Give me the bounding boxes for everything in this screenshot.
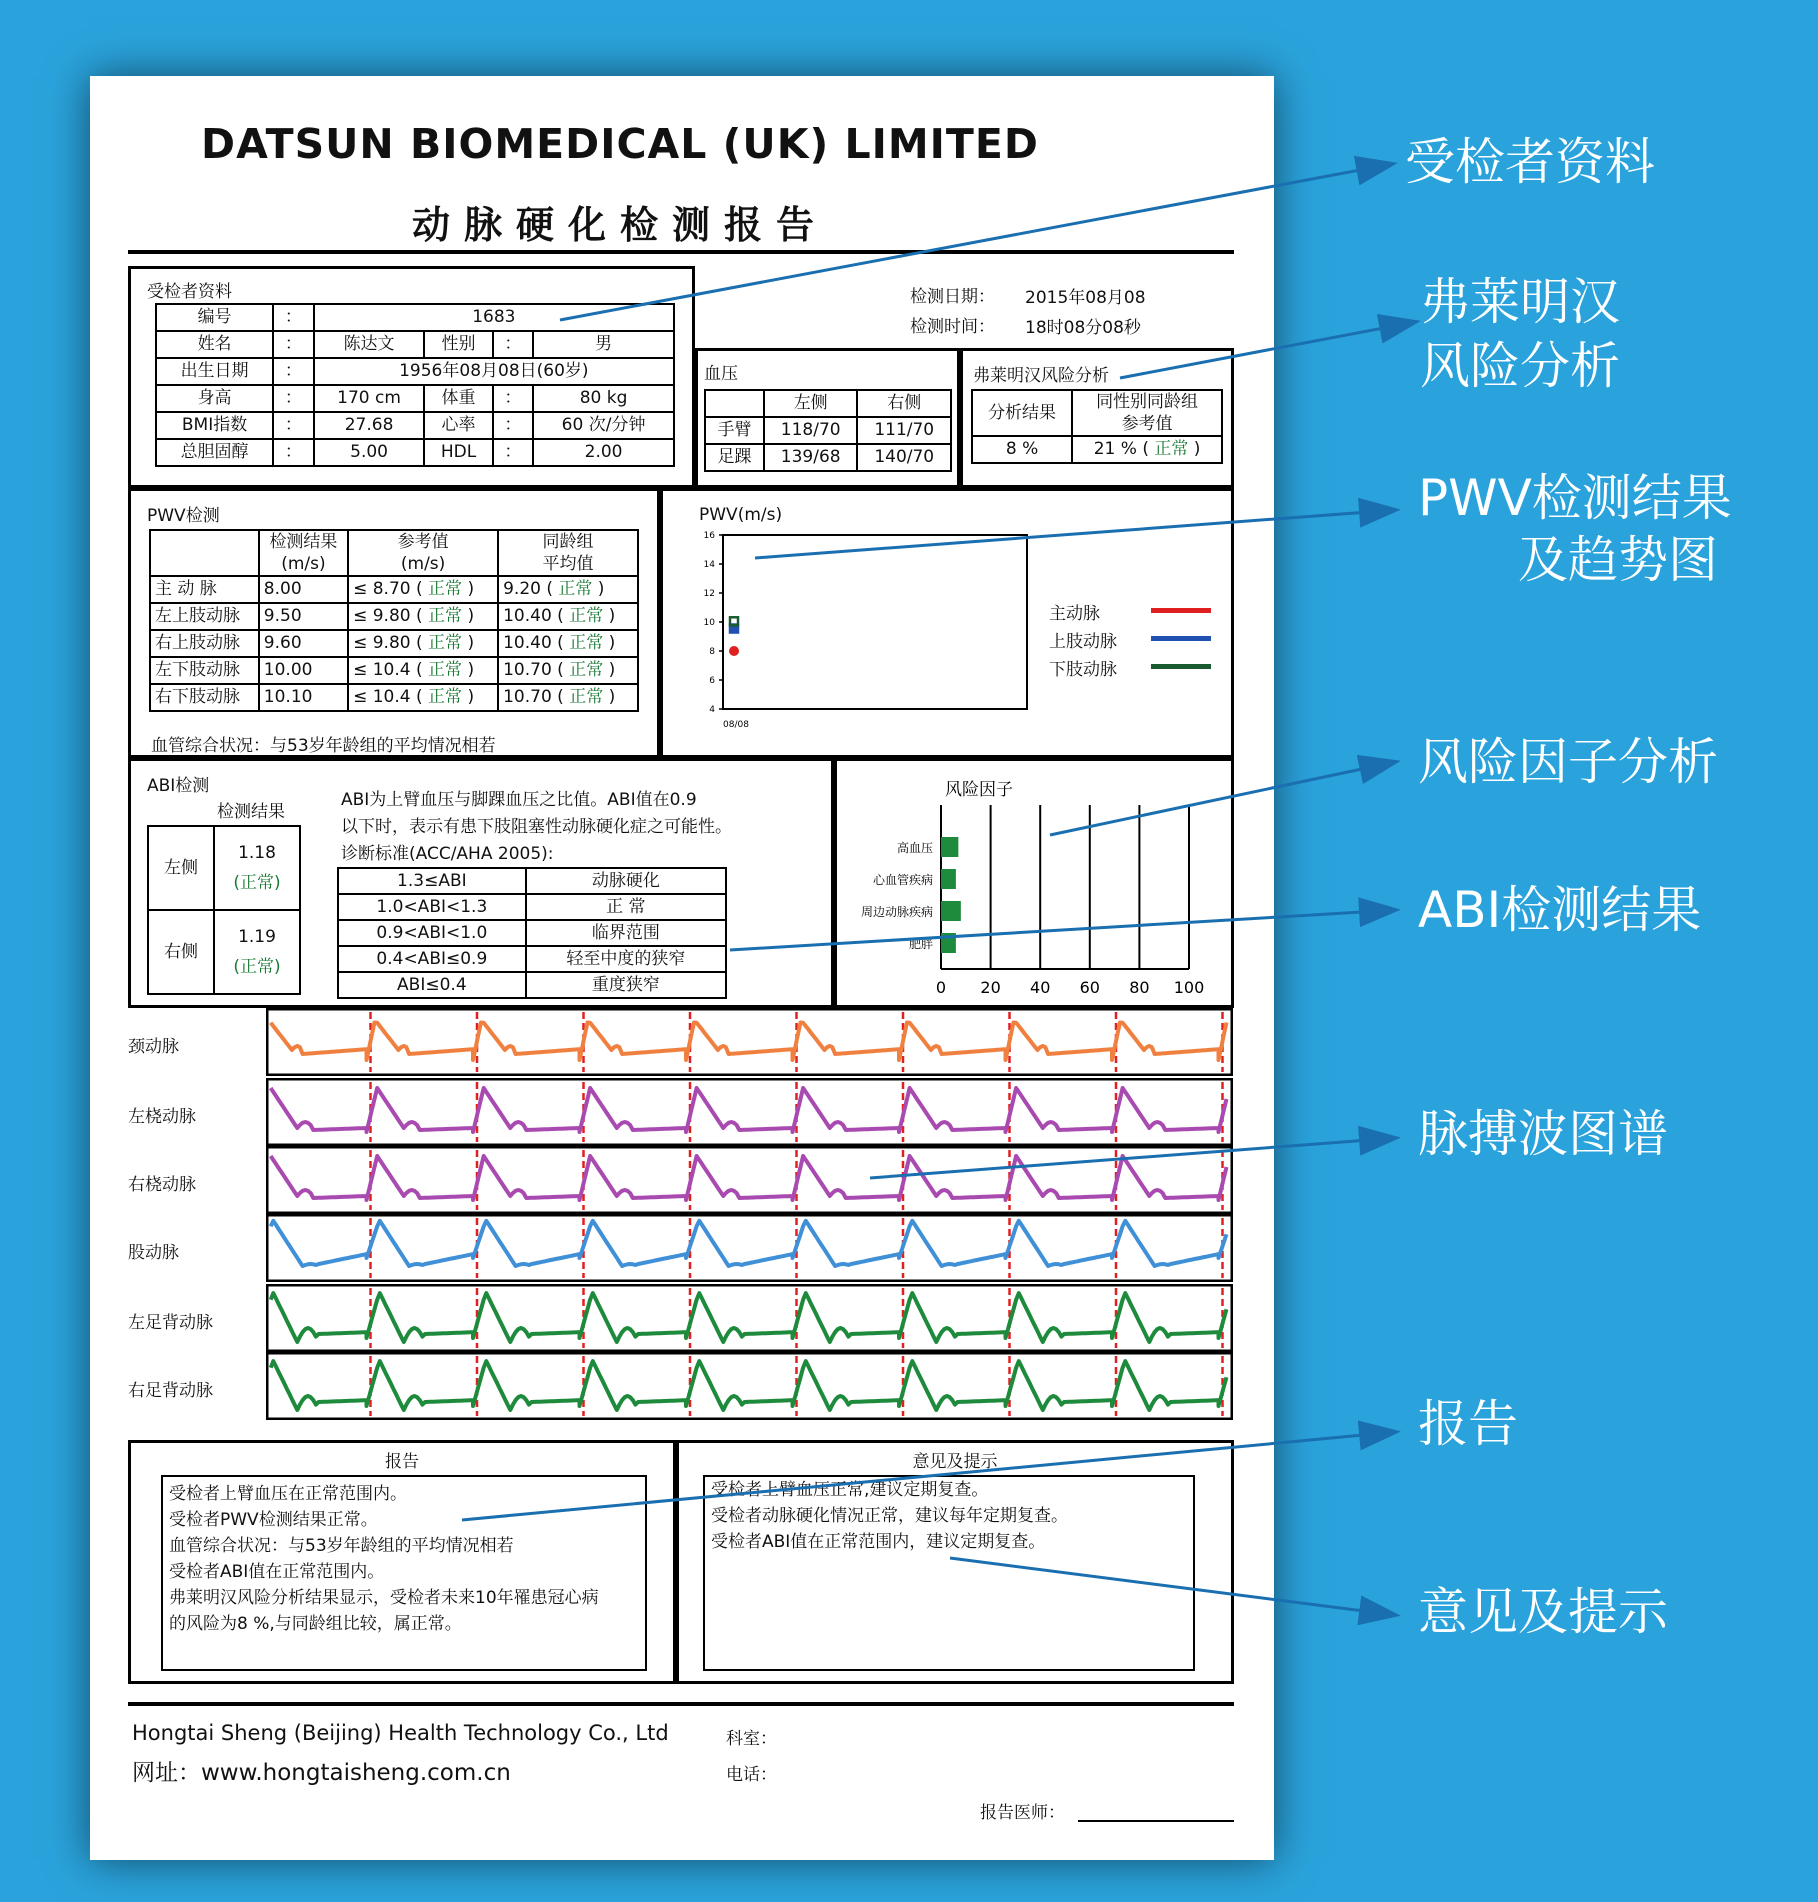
- pwv-section: PWV检测 检测结果 (m/s) 参考值 (m/s) 同龄组 平均值 主 动 脉 8.00 ≤ 8.70 ( 正常 ) 9.20 ( 正常 ) 左上肢动脉 9.50 ≤ 9.80 ( 正常 ) 10.40 ( 正常 ) 右上肢动脉 9.60 ≤ 9.80 ( 正常 ) 10.40 ( 正常 ) 左下肢动脉 10.00 ≤ 10.4 ( 正常 ) 10.70 ( 正常 ) 右下肢动脉 10.10 ≤ 10.4 ( 正常 ) 10.70 ( 正常 ) 血管综合状况：与53岁年龄组的平均情况相若: [128, 488, 660, 758]
- hdl-value: 2.00: [533, 439, 674, 466]
- wave-label: 右桡动脉: [128, 1175, 196, 1195]
- annot-patient: 受检者资料: [1405, 133, 1655, 191]
- framingham-result: 8 %: [972, 436, 1072, 463]
- company-header: DATSUN BIOMEDICAL (UK) LIMITED: [201, 120, 1039, 168]
- hr-value: 60: [561, 415, 584, 435]
- wave-label: 左桡动脉: [128, 1107, 196, 1127]
- legend-upper: 上肢动脉: [1049, 632, 1117, 652]
- ankle-right-bp: 140/70: [857, 444, 951, 471]
- risk-x-tick-label: 20: [980, 978, 1001, 997]
- risk-x-tick-label: 80: [1129, 978, 1150, 997]
- risk-category-label: 肥胖: [908, 937, 933, 951]
- risk-x-tick-label: 40: [1030, 978, 1051, 997]
- arm-right-bp: 111/70: [857, 417, 951, 444]
- risk-chart-title: 风险因子: [945, 780, 1013, 800]
- patient-table: 编号 ： 1683 姓名 ： 陈达文 性别 ： 男 出生日期 ： 1956年08月08日(60岁) 身高 ： 170 cm 体重 ： 80 kg BMI指数 ： 27.68 心率 ： 60 次/分钟 总胆固醇 ： 5.00 HDL ： 2.00: [155, 303, 675, 467]
- abi-criteria-row: 0.4<ABI≤0.9 轻至中度的狭窄: [338, 946, 726, 972]
- arrow-patient: [560, 164, 1392, 320]
- bmi-value: 27.68: [314, 412, 425, 439]
- id-value: 1683: [314, 304, 674, 331]
- risk-x-tick-label: 100: [1173, 978, 1205, 997]
- pwv-summary: 血管综合状况：与53岁年龄组的平均情况相若: [151, 736, 496, 756]
- name-value: 陈达文: [314, 331, 425, 358]
- arm-left-bp: 118/70: [764, 417, 858, 444]
- pwv-row: 主 动 脉 8.00 ≤ 8.70 ( 正常 ) 9.20 ( 正常 ): [150, 576, 638, 603]
- weight-value: 80: [579, 388, 602, 408]
- exam-date: 2015年08月08: [1025, 288, 1146, 308]
- arrow-waves: [870, 1138, 1395, 1178]
- risk-x-tick-label: 60: [1079, 978, 1100, 997]
- height-value: 170: [337, 388, 370, 408]
- pwv-y-tick-label: 14: [703, 560, 715, 570]
- bp-table: 左侧 右侧 手臂 118/70 111/70 足踝 139/68 140/70: [704, 389, 952, 472]
- sex-value: 男: [533, 331, 674, 358]
- pwv-y-tick-label: 16: [703, 531, 715, 541]
- arrow-framingham: [1120, 322, 1415, 378]
- footer-website: 网址：www.hongtaisheng.com.cn: [132, 1760, 511, 1786]
- risk-category-label: 周边动脉疾病: [860, 905, 933, 919]
- arrow-risk: [1050, 762, 1395, 835]
- risk-category-label: 高血压: [896, 841, 933, 855]
- annot-abi: ABI检测结果: [1418, 881, 1702, 939]
- wave-label: 左足背动脉: [128, 1313, 213, 1333]
- annot-report: 报告: [1418, 1395, 1518, 1453]
- wave-label: 右足背动脉: [128, 1381, 213, 1401]
- pwv-y-tick-label: 10: [703, 618, 715, 628]
- report-line: 受检者ABI值在正常范围内。: [169, 1562, 385, 1582]
- annot-waves: 脉搏波图谱: [1418, 1105, 1668, 1163]
- arrow-pwv: [755, 510, 1395, 558]
- annot-pwv1: PWV检测结果: [1418, 469, 1732, 527]
- bp-section: 血压 左侧 右侧 手臂 118/70 111/70 足踝 139/68 140/70: [695, 348, 960, 488]
- report-line: 受检者PWV检测结果正常。: [169, 1510, 378, 1530]
- pwv-table: 检测结果 (m/s) 参考值 (m/s) 同龄组 平均值 主 动 脉 8.00 ≤ 8.70 ( 正常 ) 9.20 ( 正常 ) 左上肢动脉 9.50 ≤ 9.80 ( 正常 ) 10.40 ( 正常 ) 右上肢动脉 9.60 ≤ 9.80 ( 正常 ) 10.40 ( 正常 ) 左下肢动脉 10.00 ≤ 10.4 ( 正常 ) 10.70 ( 正常 ) 右下肢动脉 10.10 ≤ 10.4 ( 正常 ) 10.70 ( 正常 ): [149, 529, 639, 712]
- annot-advice: 意见及提示: [1418, 1583, 1668, 1641]
- pwv-chart-title: PWV(m/s): [699, 505, 783, 525]
- wave-label: 股动脉: [128, 1243, 179, 1263]
- arrow-report: [462, 1432, 1395, 1520]
- pwv-y-tick-label: 6: [709, 676, 715, 686]
- footer-company: Hongtai Sheng (Beijing) Health Technology Co., Ltd: [132, 1721, 669, 1745]
- abi-right-value: 1.19: [238, 927, 276, 947]
- abi-criteria-row: 1.0<ABI<1.3 正 常: [338, 894, 726, 920]
- id-label: 编号: [156, 304, 273, 331]
- legend-lower: 下肢动脉: [1049, 660, 1117, 680]
- chol-value: 5.00: [314, 439, 425, 466]
- abi-result-table: 左侧 1.18 (正常) 右侧 1.19 (正常): [147, 825, 301, 995]
- legend-aorta: 主动脉: [1049, 604, 1100, 624]
- pwv-row: 右上肢动脉 9.60 ≤ 9.80 ( 正常 ) 10.40 ( 正常 ): [150, 630, 638, 657]
- abi-criteria-row: 1.3≤ABI 动脉硬化: [338, 868, 726, 894]
- pwv-y-tick-label: 12: [703, 589, 715, 599]
- advice-section: 意见及提示 受检者上臂血压正常,建议定期复查。 受检者动脉硬化情况正常，建议每年定期复查。 受检者ABI值在正常范围内，建议定期复查。: [676, 1440, 1234, 1684]
- pwv-row: 左上肢动脉 9.50 ≤ 9.80 ( 正常 ) 10.40 ( 正常 ): [150, 603, 638, 630]
- ankle-left-bp: 139/68: [764, 444, 858, 471]
- annot-pwv2: 及趋势图: [1518, 531, 1718, 589]
- report-line: 的风险为8 %,与同龄组比较，属正常。: [169, 1614, 462, 1634]
- arrow-advice: [950, 1558, 1395, 1615]
- report-paper: DATSUN BIOMEDICAL (UK) LIMITED 动脉硬化检测报告 受检者资料 编号 ： 1683 姓名 ： 陈达文 性别 ： 男 出生日期 ： 1956年08月08日(60岁) 身高 ： 170 cm 体重 ： 80 kg BMI指数 ： 27.68 心率 ： 60 次/分钟 总胆固醇 ： 5.00 HDL ： 2.00 检测日期： 2015年08月08 检测时间： 18时08分08秒 血压 左侧 右侧 手臂 118/70 111/70 足踝 139/68 140/70 弗莱明汉风险分析 分析结果 同性别同龄组 参考值 8 % 21 % ( 正常 ) PWV检测 检测结果 (m/s) 参考值 (m/s) 同龄组 平均值 主 动 脉 8.00 ≤ 8.70 ( 正常 ) 9.20 ( 正常 ) 左上肢动脉 9.50 ≤ 9.80 ( 正常 ) 10.40 ( 正常 ) 右上肢动脉 9.60 ≤ 9.80 ( 正常 ) 10.40 ( 正常 ) 左下肢动脉 10.00 ≤ 10.4 ( 正常 ) 10.70 ( 正常 ) 右下肢动脉 10.10 ≤ 10.4 ( 正常 ) 10.70 ( 正常 ) 血管综合状况：与53岁年龄组的平均情况相若 PWV(m/s) 16 14 12 10 8 6 4 08/08 主动脉 上肢动脉 下肢动脉 ABI检测 检测结果 左侧 1.18 (正常) 右侧 1.19 (正常) ABI为上臂血压与脚踝血压之比值。ABI值在0.9 以下时，表示有患下肢阻塞性动脉硬化症之可能性。 诊断标准(ACC/AHA 2005): 1.3≤ABI 动脉硬化 1.0<ABI<1.3 正 常 0.9<ABI<1.0 临界范围 0.4<ABI≤0.9 轻至中度的狭窄 ABI≤0.4 重度狭窄 风险因子 0 20 40 60 80 100 高血压 心血管疾病 周边动脉疾病 肥胖 报告 受检者上臂血压在正常范围内。 受检者PWV检测结果正常。 血管综合状况：与53岁年龄组的平均情况相若 受检者ABI值在正常范围内。 弗莱明汉风险分析结果显示，受检者未来10年罹患冠心病 的风险为8 %,与同龄组比较，属正常。 意见及提示 受检者上臂血压正常,建议定期复查。 受检者动脉硬化情况正常，建议每年定期复查。 受检者ABI值在正常范围内，建议定期复查。 Hongtai Sheng (Beijing) Health Technology Co., Ltd 网址：www.hongtaisheng.com.cn 科室： 电话： 报告医师： 颈动脉 左桡动脉 右桡动脉 股动脉 左足背动脉 右足背动脉: [90, 76, 1274, 1860]
- arrow-abi: [730, 910, 1395, 950]
- framingham-table: 分析结果 同性别同龄组 参考值 8 % 21 % ( 正常 ): [971, 389, 1223, 464]
- abi-criteria-row: ABI≤0.4 重度狭窄: [338, 972, 726, 998]
- abi-left-value: 1.18: [238, 843, 276, 863]
- report-title: 动脉硬化检测报告: [411, 203, 828, 247]
- report-line: 弗莱明汉风险分析结果显示，受检者未来10年罹患冠心病: [169, 1588, 599, 1608]
- risk-x-tick-label: 0: [935, 978, 947, 997]
- wave-label: 颈动脉: [128, 1037, 179, 1057]
- patient-info-title: 受检者资料: [147, 282, 232, 302]
- pwv-row: 右下肢动脉 10.10 ≤ 10.4 ( 正常 ) 10.70 ( 正常 ): [150, 684, 638, 711]
- report-line: 受检者上臂血压在正常范围内。: [169, 1484, 407, 1504]
- exam-time: 18时08分08秒: [1025, 318, 1141, 338]
- pwv-row: 左下肢动脉 10.00 ≤ 10.4 ( 正常 ) 10.70 ( 正常 ): [150, 657, 638, 684]
- pwv-x-tick-label: 08/08: [723, 720, 749, 730]
- abi-section: ABI检测 检测结果 左侧 1.18 (正常) 右侧 1.19 (正常) ABI为上臂血压与脚踝血压之比值。ABI值在0.9 以下时，表示有患下肢阻塞性动脉硬化症之可能性。 诊断标准(ACC/AHA 2005): 1.3≤ABI 动脉硬化 1.0<ABI<1.3 正 常 0.9<ABI<1.0 临界范围 0.4<ABI≤0.9 轻至中度的狭窄 ABI≤0.4 重度狭窄: [128, 758, 834, 1008]
- abi-criteria-row: 0.9<ABI<1.0 临界范围: [338, 920, 726, 946]
- advice-line: 受检者上臂血压正常,建议定期复查。: [711, 1480, 989, 1500]
- framingham-section: 弗莱明汉风险分析 分析结果 同性别同龄组 参考值 8 % 21 % ( 正常 ): [960, 348, 1234, 488]
- report-line: 血管综合状况：与53岁年龄组的平均情况相若: [169, 1536, 514, 1556]
- birth-value: 1956年08月08日(60岁): [314, 358, 674, 385]
- annot-fram1: 弗莱明汉: [1420, 273, 1620, 331]
- pwv-y-tick-label: 4: [709, 705, 715, 715]
- annot-fram2: 风险分析: [1420, 337, 1620, 395]
- advice-line: 受检者动脉硬化情况正常，建议每年定期复查。: [711, 1506, 1068, 1526]
- report-section: 报告 受检者上臂血压在正常范围内。 受检者PWV检测结果正常。 血管综合状况：与53岁年龄组的平均情况相若 受检者ABI值在正常范围内。 弗莱明汉风险分析结果显示，受检者未来10年罹患冠心病 的风险为8 %,与同龄组比较，属正常。: [128, 1440, 676, 1684]
- risk-category-label: 心血管疾病: [872, 873, 933, 887]
- advice-line: 受检者ABI值在正常范围内，建议定期复查。: [711, 1532, 1046, 1552]
- annot-risk: 风险因子分析: [1418, 733, 1718, 791]
- pwv-y-tick-label: 8: [709, 647, 715, 657]
